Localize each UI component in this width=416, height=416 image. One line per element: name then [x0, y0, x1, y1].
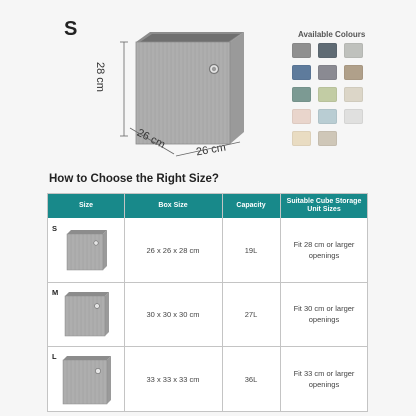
- colour-swatch[interactable]: [344, 65, 363, 80]
- box-size-cell: 33 x 33 x 33 cm: [146, 374, 200, 384]
- box-size-cell: 30 x 30 x 30 cm: [146, 309, 200, 319]
- dimension-lines: [118, 36, 248, 166]
- colour-swatch[interactable]: [318, 87, 337, 102]
- capacity-cell: 36L: [244, 374, 258, 384]
- colour-swatch[interactable]: [292, 65, 311, 80]
- available-colours-title: Available Colours: [298, 30, 366, 39]
- header-box-size: Box Size: [158, 202, 188, 209]
- fit-cell: Fit 28 cm or larger openings: [293, 240, 355, 260]
- storage-box-thumbnail: [64, 292, 112, 340]
- row-size-letter: M: [52, 288, 59, 297]
- header-suitable-sizes: Suitable Cube Storage Unit Sizes: [286, 198, 362, 213]
- colour-swatch[interactable]: [292, 43, 311, 58]
- colour-swatch[interactable]: [344, 87, 363, 102]
- table-row: [48, 282, 367, 346]
- box-size-cell: 26 x 26 x 28 cm: [146, 245, 200, 255]
- colour-swatch[interactable]: [344, 43, 363, 58]
- height-dimension-label: 28 cm: [94, 62, 106, 92]
- storage-box-thumbnail: [66, 230, 110, 274]
- colour-swatch[interactable]: [344, 109, 363, 124]
- colour-swatch-grid: [292, 43, 372, 146]
- table-row: [48, 218, 367, 282]
- size-table: [47, 193, 368, 412]
- section-title: How to Choose the Right Size?: [49, 173, 219, 185]
- colour-swatch[interactable]: [292, 109, 311, 124]
- width-dimension-label: 26 cm: [195, 141, 227, 159]
- header-capacity: Capacity: [236, 202, 266, 209]
- colour-swatch[interactable]: [318, 131, 337, 146]
- table-row: [48, 346, 367, 412]
- colour-swatch[interactable]: [318, 65, 337, 80]
- capacity-cell: 27L: [244, 309, 258, 319]
- table-header: [48, 194, 367, 218]
- colour-swatch[interactable]: [292, 87, 311, 102]
- header-size: Size: [78, 202, 93, 209]
- colour-swatch[interactable]: [292, 131, 311, 146]
- row-size-letter: L: [52, 352, 57, 361]
- depth-dimension-label: 26 cm: [134, 126, 168, 152]
- fit-cell: Fit 30 cm or larger openings: [293, 304, 355, 324]
- fit-cell: Fit 33 cm or larger openings: [293, 369, 355, 389]
- colour-swatch[interactable]: [318, 109, 337, 124]
- row-size-letter: S: [52, 224, 58, 233]
- size-letter: S: [64, 18, 78, 40]
- storage-box-thumbnail: [62, 356, 114, 408]
- colour-swatch[interactable]: [318, 43, 337, 58]
- capacity-cell: 19L: [244, 245, 258, 255]
